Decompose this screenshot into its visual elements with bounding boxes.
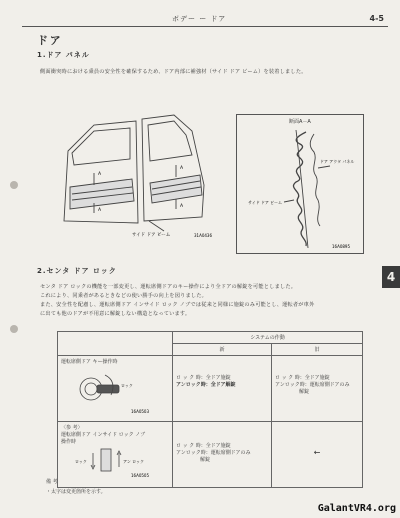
rear-door-beam [150,175,202,203]
row2-old-same: ← [272,422,363,488]
label-a2: A [98,208,102,213]
label-a4: A [180,204,184,209]
center-lock-heading: 2.センタ ドア ロック [37,267,117,275]
label-a3: A [180,166,184,171]
door-illustration [54,103,224,248]
remarks-item: ・太字は変更箇所を示す。 [46,489,106,495]
knob-operation-illustration [61,445,161,479]
table-corner [58,332,173,356]
watermark: GalantVR4.org [317,503,396,514]
row1-old-unlock: アンロック時：運転席側ドアのみ [275,382,350,388]
row2-label: 運転席側ドア インサイド ロック ノブ [61,432,146,438]
section-aa-drawing [236,126,362,252]
row1-old-lock: ロ ッ ク 時：全ドア施錠 [275,375,330,381]
side-beam-profile [293,132,306,246]
row2-new-cell [173,422,272,488]
beam-label: サイド ドア ビーム [132,233,171,238]
center-lock-text [40,283,380,319]
door-panel-text: 側面衝突時における乗員の安全性を確保するため、ドア内部に補強材（サイド ドア ビーム）を装着しました。 [40,69,307,75]
page-number: 4-5 [369,14,384,23]
side-beam-label: サイド ドア ビーム [248,200,282,205]
center-lock-line: センタ ドア ロックの機能を一部変更し、運転席側ドアのキー操作により全ドアの解錠を可能としました。 [40,284,297,290]
binder-hole [10,325,18,333]
door-panel-heading: 1.ドア パネル [37,51,90,59]
knob-unlock-label: アン ロック [123,459,145,464]
knob-lock-label: ロック [75,459,87,464]
header-title: ボデー ー ドア [172,15,227,23]
page-header [0,14,400,28]
rear-door-outline [142,115,204,221]
row1-new-lock: ロ ッ ク 時：全ドア施錠 [176,375,231,381]
header-rule [22,26,388,27]
binder-hole [10,181,18,189]
lock-knob [101,449,111,471]
row1-new-unlock: アンロック時：全ドア解錠 [176,382,236,388]
row1-figure-code: 16A0503 [131,409,150,414]
chapter-tab: 4 [382,266,400,288]
row2-new-unlock-cont: 解錠 [200,457,211,463]
row2-new-lock: ロ ッ ク 時：全ドア施錠 [176,443,231,449]
center-lock-line: に出ても他のドアが不用意に解錠しない構造となっています。 [40,311,191,317]
label-a1: A [98,172,102,177]
outer-panel-label: ドア アウタ パネル [320,159,355,164]
table-header-group: システムの作動 [173,332,363,344]
figure-code: 31A0436 [194,233,213,238]
row1-new-cell [173,356,272,422]
row1-old-unlock-cont: 解錠 [299,389,310,395]
row2-new-unlock: アンロック時：運転席側ドアのみ [176,450,251,456]
rear-door-window [148,121,192,161]
remarks-title: 備 考 [46,479,58,485]
lock-system-table [57,331,363,488]
section-title: ドア [37,34,63,47]
row1-label-cell [58,356,173,422]
row2-ref: 〈参 考〉 [61,425,83,431]
row2-label-cont: 操作時 [61,439,77,445]
row2-label-cell [58,422,173,488]
key-operation-illustration [61,365,161,415]
key-lock-label: ロック [121,383,133,388]
front-door-window [72,128,130,165]
key-head [97,385,119,393]
row2-figure-code: 16A0505 [131,473,150,478]
table-header-old: 旧 [272,344,363,356]
center-lock-line: また、安全性を配慮し、運転席側ドア インサイド ロック ノブでは従来と同様に施錠のみ可能とし、運転者が車外 [40,302,315,308]
table-header-new: 新 [173,344,272,356]
row1-old-cell [272,356,363,422]
inner-profile [310,134,320,226]
section-figure-code: 16A0895 [332,244,351,249]
row1-label: 運転席側ドア キー操作時 [61,359,118,365]
section-aa-title: 断面A－A [289,119,311,125]
center-lock-line: これにより、同乗者があるときなどの使い勝手の向上を図りました。 [40,293,208,299]
